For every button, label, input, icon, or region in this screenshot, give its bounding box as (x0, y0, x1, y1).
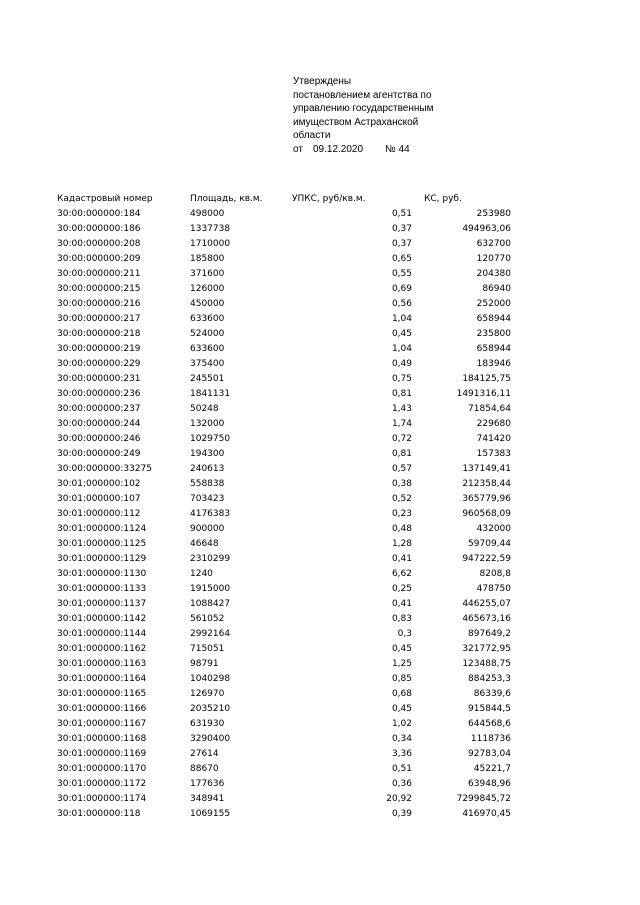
cadastral-number-cell: 30:01:000000:1124 (57, 524, 147, 534)
table-body (57, 207, 511, 822)
specific-value-cell: 1,28 (391, 539, 412, 549)
area-cell: 88670 (190, 764, 219, 774)
specific-value-cell: 1,74 (391, 419, 412, 429)
table-row (57, 432, 511, 447)
area-cell: 1088427 (190, 599, 231, 609)
area-cell: 185800 (190, 254, 225, 264)
cadastral-number-cell: 30:00:000000:33275 (57, 464, 152, 474)
cadastral-number-cell: 30:00:000000:231 (57, 374, 141, 384)
specific-value-cell: 0,51 (391, 764, 412, 774)
table-row (57, 522, 511, 537)
specific-value-cell: 0,52 (391, 494, 412, 504)
cadastral-value-cell: 416970,45 (462, 809, 511, 819)
specific-value-cell: 0,68 (391, 689, 412, 699)
cadastral-value-cell: 8208,8 (479, 569, 511, 579)
table-row (57, 417, 511, 432)
specific-value-cell: 0,45 (391, 704, 412, 714)
specific-value-cell: 0,83 (391, 614, 412, 624)
approval-line: постановлением агентства по (293, 89, 432, 101)
cadastral-number-cell: 30:01:000000:1133 (57, 584, 147, 594)
table-row (57, 537, 511, 552)
cadastral-number-cell: 30:01:000000:118 (57, 809, 141, 819)
cadastral-value-cell: 741420 (476, 434, 511, 444)
area-cell: 98791 (190, 659, 219, 669)
specific-value-cell: 0,57 (391, 464, 412, 474)
cadastral-value-cell: 432000 (476, 524, 511, 534)
cadastral-number-cell: 30:00:000000:218 (57, 329, 141, 339)
cadastral-value-cell: 253980 (476, 209, 511, 219)
specific-value-cell: 1,04 (391, 314, 412, 324)
cadastral-value-cell: 658944 (476, 314, 511, 324)
approval-line: области (293, 130, 331, 141)
area-cell: 3290400 (190, 734, 231, 744)
cadastral-number-cell: 30:01:000000:1129 (57, 554, 147, 564)
cadastral-value-cell: 183946 (476, 359, 511, 369)
approval-date-line (293, 143, 433, 157)
cadastral-number-cell: 30:00:000000:208 (57, 239, 141, 249)
cadastral-number-cell: 30:01:000000:1172 (57, 779, 147, 789)
table-row (57, 687, 511, 702)
cadastral-value-cell: 1118736 (470, 734, 511, 744)
cadastral-value-cell: 1491316,11 (456, 389, 511, 399)
cadastral-value-cell: 632700 (476, 239, 511, 249)
specific-value-cell: 0,36 (391, 779, 412, 789)
cadastral-number-cell: 30:00:000000:249 (57, 449, 141, 459)
table-row (57, 597, 511, 612)
cadastral-number-cell: 30:01:000000:1137 (57, 599, 147, 609)
table-row (57, 462, 511, 477)
area-cell: 126970 (190, 689, 225, 699)
table-row (57, 747, 511, 762)
area-cell: 1240 (190, 569, 213, 579)
specific-value-cell: 3,36 (391, 749, 412, 759)
cadastral-value-cell: 184125,75 (462, 374, 511, 384)
table-row (57, 402, 511, 417)
header-cadastral-number: Кадастровый номер (57, 194, 153, 204)
cadastral-value-cell: 235800 (476, 329, 511, 339)
cadastral-number-cell: 30:01:000000:107 (57, 494, 141, 504)
area-cell: 900000 (190, 524, 225, 534)
cadastral-number-cell: 30:01:000000:112 (57, 509, 141, 519)
table-row (57, 567, 511, 582)
cadastral-value-cell: 157383 (476, 449, 511, 459)
table-row (57, 582, 511, 597)
cadastral-number-cell: 30:00:000000:186 (57, 224, 141, 234)
area-cell: 132000 (190, 419, 225, 429)
cadastral-number-cell: 30:01:000000:1125 (57, 539, 147, 549)
cadastral-number-cell: 30:00:000000:237 (57, 404, 141, 414)
cadastral-number-cell: 30:00:000000:216 (57, 299, 141, 309)
area-cell: 2310299 (190, 554, 231, 564)
table-row (57, 642, 511, 657)
cadastral-value-cell: 71854,64 (468, 404, 511, 414)
cadastral-value-cell: 7299845,72 (456, 794, 511, 804)
cadastral-value-table (57, 192, 511, 822)
cadastral-value-cell: 947222,59 (462, 554, 511, 564)
specific-value-cell: 0,81 (391, 449, 412, 459)
cadastral-value-cell: 137149,41 (462, 464, 511, 474)
table-row (57, 342, 511, 357)
specific-value-cell: 0,34 (391, 734, 412, 744)
cadastral-number-cell: 30:01:000000:1130 (57, 569, 147, 579)
area-cell: 631930 (190, 719, 225, 729)
area-cell: 245501 (190, 374, 225, 384)
table-row (57, 312, 511, 327)
table-row (57, 372, 511, 387)
cadastral-number-cell: 30:01:000000:1164 (57, 674, 147, 684)
cadastral-number-cell: 30:00:000000:246 (57, 434, 141, 444)
area-cell: 2035210 (190, 704, 231, 714)
specific-value-cell: 0,45 (391, 644, 412, 654)
area-cell: 50248 (190, 404, 219, 414)
cadastral-value-cell: 86339,6 (473, 689, 511, 699)
cadastral-value-cell: 884253,3 (468, 674, 511, 684)
area-cell: 1069155 (190, 809, 231, 819)
cadastral-number-cell: 30:00:000000:217 (57, 314, 141, 324)
table-header-row (57, 192, 511, 207)
area-cell: 348941 (190, 794, 225, 804)
table-row (57, 222, 511, 237)
table-row (57, 807, 511, 822)
area-cell: 633600 (190, 314, 225, 324)
cadastral-value-cell: 658944 (476, 344, 511, 354)
table-row (57, 477, 511, 492)
table-row (57, 237, 511, 252)
cadastral-number-cell: 30:01:000000:1144 (57, 629, 147, 639)
cadastral-value-cell: 123488,75 (462, 659, 511, 669)
header-specific-value: УПКС, руб/кв.м. (292, 194, 366, 204)
specific-value-cell: 0,45 (391, 329, 412, 339)
area-cell: 194300 (190, 449, 225, 459)
cadastral-value-cell: 446255,07 (462, 599, 511, 609)
area-cell: 715051 (190, 644, 225, 654)
cadastral-number-cell: 30:01:000000:102 (57, 479, 141, 489)
table-row (57, 702, 511, 717)
area-cell: 498000 (190, 209, 225, 219)
table-row (57, 492, 511, 507)
cadastral-value-cell: 212358,44 (462, 479, 511, 489)
area-cell: 561052 (190, 614, 225, 624)
header-area: Площадь, кв.м. (190, 194, 263, 204)
cadastral-number-cell: 30:01:000000:1168 (57, 734, 147, 744)
cadastral-number-cell: 30:00:000000:184 (57, 209, 141, 219)
header-cadastral-value: КС, руб. (424, 194, 462, 204)
table-row (57, 672, 511, 687)
cadastral-value-cell: 644568,6 (468, 719, 511, 729)
specific-value-cell: 0,65 (391, 254, 412, 264)
table-row (57, 282, 511, 297)
table-row (57, 762, 511, 777)
area-cell: 27614 (190, 749, 219, 759)
table-row (57, 357, 511, 372)
cadastral-number-cell: 30:00:000000:236 (57, 389, 141, 399)
cadastral-value-cell: 120770 (476, 254, 511, 264)
specific-value-cell: 0,41 (391, 599, 412, 609)
specific-value-cell: 0,37 (391, 239, 412, 249)
approval-date: 09.12.2020 (313, 143, 364, 155)
specific-value-cell: 0,3 (397, 629, 412, 639)
area-cell: 524000 (190, 329, 225, 339)
cadastral-value-cell: 204380 (476, 269, 511, 279)
specific-value-cell: 0,48 (391, 524, 412, 534)
specific-value-cell: 0,55 (391, 269, 412, 279)
table-row (57, 732, 511, 747)
specific-value-cell: 20,92 (386, 794, 412, 804)
table-row (57, 777, 511, 792)
specific-value-cell: 0,85 (391, 674, 412, 684)
cadastral-number-cell: 30:01:000000:1165 (57, 689, 147, 699)
table-row (57, 387, 511, 402)
cadastral-number-cell: 30:01:000000:1170 (57, 764, 147, 774)
table-row (57, 327, 511, 342)
specific-value-cell: 6,62 (391, 569, 412, 579)
specific-value-cell: 0,69 (391, 284, 412, 294)
table-row (57, 207, 511, 222)
approval-line: имуществом Астраханской (293, 116, 419, 128)
area-cell: 371600 (190, 269, 225, 279)
cadastral-value-cell: 86940 (482, 284, 511, 294)
area-cell: 558838 (190, 479, 225, 489)
cadastral-number-cell: 30:01:000000:1169 (57, 749, 147, 759)
cadastral-number-cell: 30:01:000000:1166 (57, 704, 147, 714)
table-row (57, 657, 511, 672)
cadastral-value-cell: 92783,04 (468, 749, 511, 759)
area-cell: 1841131 (190, 389, 231, 399)
table-row (57, 627, 511, 642)
area-cell: 1029750 (190, 434, 231, 444)
table-row (57, 552, 511, 567)
cadastral-number-cell: 30:01:000000:1174 (57, 794, 147, 804)
specific-value-cell: 0,75 (391, 374, 412, 384)
cadastral-value-cell: 897649,2 (468, 629, 511, 639)
cadastral-number-cell: 30:00:000000:215 (57, 284, 141, 294)
area-cell: 4176383 (190, 509, 231, 519)
cadastral-value-cell: 63948,96 (468, 779, 511, 789)
approval-line: Утверждены (293, 76, 352, 87)
table-row (57, 612, 511, 627)
area-cell: 46648 (190, 539, 219, 549)
table-row (57, 507, 511, 522)
area-cell: 1040298 (190, 674, 231, 684)
specific-value-cell: 0,37 (391, 224, 412, 234)
specific-value-cell: 0,41 (391, 554, 412, 564)
specific-value-cell: 0,39 (391, 809, 412, 819)
cadastral-value-cell: 478750 (476, 584, 511, 594)
approval-line: управлению государственным (293, 103, 434, 114)
cadastral-value-cell: 45221,7 (473, 764, 511, 774)
date-prefix: от (293, 143, 303, 155)
approval-number: № 44 (385, 143, 410, 155)
cadastral-number-cell: 30:01:000000:1167 (57, 719, 147, 729)
specific-value-cell: 0,49 (391, 359, 412, 369)
cadastral-value-cell: 229680 (476, 419, 511, 429)
specific-value-cell: 1,25 (391, 659, 412, 669)
specific-value-cell: 1,04 (391, 344, 412, 354)
cadastral-number-cell: 30:01:000000:1142 (57, 614, 147, 624)
area-cell: 450000 (190, 299, 225, 309)
area-cell: 240613 (190, 464, 225, 474)
cadastral-number-cell: 30:00:000000:244 (57, 419, 141, 429)
approval-block (293, 75, 433, 156)
area-cell: 177636 (190, 779, 225, 789)
table-row (57, 447, 511, 462)
area-cell: 2992164 (190, 629, 231, 639)
cadastral-value-cell: 465673,16 (462, 614, 511, 624)
area-cell: 1710000 (190, 239, 231, 249)
cadastral-number-cell: 30:00:000000:229 (57, 359, 141, 369)
cadastral-number-cell: 30:01:000000:1162 (57, 644, 147, 654)
area-cell: 633600 (190, 344, 225, 354)
cadastral-value-cell: 915844,5 (468, 704, 511, 714)
area-cell: 126000 (190, 284, 225, 294)
specific-value-cell: 0,56 (391, 299, 412, 309)
table-row (57, 717, 511, 732)
area-cell: 703423 (190, 494, 225, 504)
specific-value-cell: 1,02 (391, 719, 412, 729)
cadastral-value-cell: 252000 (476, 299, 511, 309)
specific-value-cell: 0,38 (391, 479, 412, 489)
specific-value-cell: 0,23 (391, 509, 412, 519)
cadastral-number-cell: 30:01:000000:1163 (57, 659, 147, 669)
cadastral-value-cell: 365779,96 (462, 494, 511, 504)
specific-value-cell: 1,43 (391, 404, 412, 414)
table-row (57, 792, 511, 807)
specific-value-cell: 0,25 (391, 584, 412, 594)
cadastral-value-cell: 59709,44 (468, 539, 511, 549)
cadastral-value-cell: 960568,09 (462, 509, 511, 519)
cadastral-number-cell: 30:00:000000:211 (57, 269, 141, 279)
area-cell: 1337738 (190, 224, 231, 234)
cadastral-value-cell: 494963,06 (462, 224, 511, 234)
specific-value-cell: 0,81 (391, 389, 412, 399)
cadastral-number-cell: 30:00:000000:219 (57, 344, 141, 354)
cadastral-value-cell: 321772,95 (462, 644, 511, 654)
table-row (57, 297, 511, 312)
specific-value-cell: 0,51 (391, 209, 412, 219)
cadastral-number-cell: 30:00:000000:209 (57, 254, 141, 264)
area-cell: 375400 (190, 359, 225, 369)
specific-value-cell: 0,72 (391, 434, 412, 444)
table-row (57, 267, 511, 282)
area-cell: 1915000 (190, 584, 231, 594)
table-row (57, 252, 511, 267)
